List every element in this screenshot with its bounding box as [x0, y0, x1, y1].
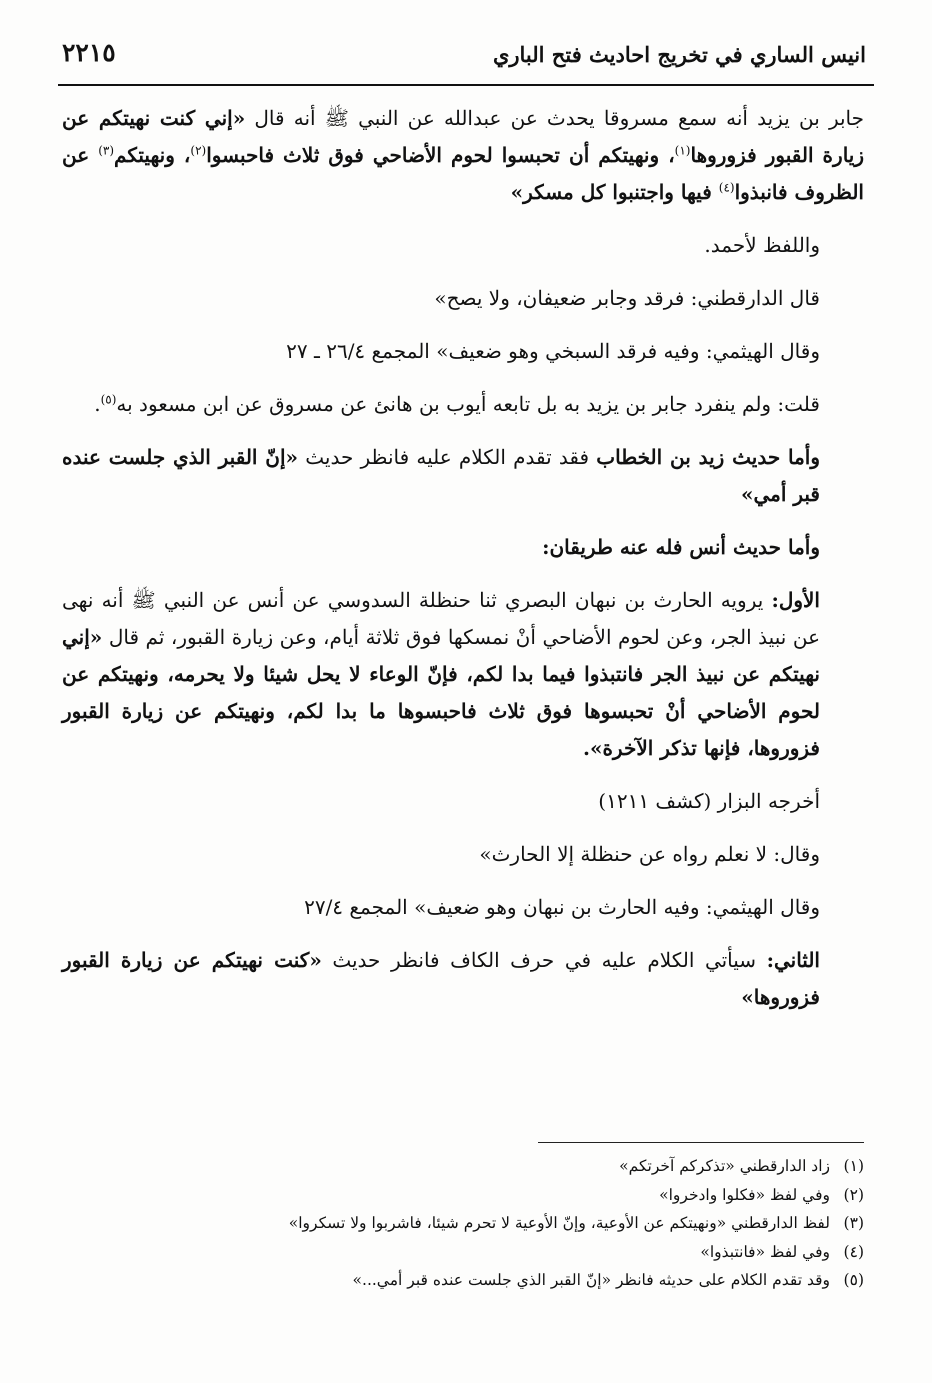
footnote-text: وفي لفظ «فكلوا وادخروا» — [659, 1185, 830, 1204]
paragraph-2: واللفظ لأحمد. — [704, 233, 820, 257]
footnote-number: (٤) — [843, 1242, 864, 1261]
text-run: جابر بن يزيد أنه سمع مسروقا يحدث عن عبدالله عن النبي ﷺ أنه قال — [245, 106, 864, 130]
hadith-quote: عن الظروف فانبذوا — [62, 143, 864, 204]
footnote-number: (٥) — [843, 1271, 864, 1289]
footnote-ref-2[interactable]: (٢) — [190, 143, 207, 158]
paragraph-8 — [62, 582, 864, 767]
footnote-5 — [62, 1266, 864, 1295]
main-text — [62, 100, 864, 1032]
paragraph-10: وقال: لا نعلم رواه عن حنظلة إلا الحارث» — [479, 842, 820, 866]
header-rule — [58, 84, 874, 86]
text-run: فقد تقدم الكلام عليه فانظر حديث — [298, 445, 597, 469]
hadith-quote: ، ونهيتكم — [114, 143, 191, 167]
text-run: قلت: ولم ينفرد جابر بن يزيد به بل تابعه أيوب بن هانئ عن مسروق عن ابن مسعود به — [116, 392, 820, 416]
footnote-4 — [62, 1238, 864, 1267]
paragraph-11: وقال الهيثمي: وفيه الحارث بن نبهان وهو ضعيف» المجمع ٢٧/٤ — [304, 895, 820, 919]
hadith-quote: فيها واجتنبوا كل مسكر» — [510, 180, 719, 204]
footnote-text: وقد تقدم الكلام على حديثه فانظر «إنّ القبر الذي جلست عنده قبر أمي...» — [352, 1271, 830, 1289]
footnote-separator — [538, 1142, 864, 1143]
footnote-ref-3[interactable]: (٣) — [98, 143, 115, 158]
text-run: . — [94, 392, 101, 416]
section-heading: وأما حديث زيد بن الخطاب — [596, 445, 821, 469]
footnote-text: زاد الدارقطني «تذكركم آخرتكم» — [619, 1157, 830, 1175]
footnote-text: وفي لفظ «فانتبذوا» — [700, 1242, 830, 1261]
running-header — [58, 28, 874, 86]
footnote-number: (١) — [843, 1157, 864, 1175]
page-number: ٢٢١٥ — [62, 38, 116, 67]
footnote-3 — [62, 1209, 864, 1238]
text-run: يرويه الحارث بن نبهان البصري ثنا حنظلة السدوسي عن أنس عن النبي ﷺ أنه نهى عن نبيذ الجر، وعن لحوم الأضاحي أنْ نمسكها فوق ثلاثة أيام، وعن زيارة القبور، ثم قال — [62, 588, 820, 649]
footnote-ref-4[interactable]: (٤) — [718, 180, 735, 195]
footnote-1 — [62, 1152, 864, 1181]
paragraph-6 — [62, 439, 864, 513]
footnote-2 — [62, 1181, 864, 1210]
hadith-quote: «إني كنت نهيتكم عن زيارة القبور فزوروها — [62, 106, 865, 167]
hadith-quote: «إني نهيتكم عن نبيذ الجر فانتبذوا فيما بدا لكم، فإنّ الوعاء لا يحل شيئا ولا يحرمه، ونهيتكم عن لحوم الأضاحي أنْ تحبسوها فوق ثلاث فاحبسوها ما بدا لكم، ونهيتكم عن زيارة القبور فزوروها، فإنها تذكر الآخرة». — [62, 625, 820, 760]
footnote-number: (٢) — [843, 1185, 864, 1204]
paragraph-4: وقال الهيثمي: وفيه فرقد السبخي وهو ضعيف» المجمع ٢٦/٤ ـ ٢٧ — [286, 339, 820, 363]
paragraph-12 — [62, 942, 864, 1016]
book-title: انيس الساري في تخريج احاديث فتح الباري — [492, 42, 866, 67]
paragraph-7: وأما حديث أنس فله عنه طريقان: — [542, 535, 820, 559]
footnote-text: لفظ الدارقطني «ونهيتكم عن الأوعية، وإنّ الأوعية لا تحرم شيئا، فاشربوا ولا تسكروا» — [288, 1214, 830, 1232]
paragraph-1 — [62, 100, 864, 211]
path-label: الثاني: — [766, 948, 820, 972]
hadith-quote: «كنت نهيتكم عن زيارة القبور فزوروها» — [62, 948, 820, 1009]
footnote-ref-5[interactable]: (٥) — [100, 392, 117, 407]
hadith-quote: «إنّ القبر الذي جلست عنده قبر أمي» — [62, 445, 820, 506]
paragraph-3: قال الدارقطني: فرقد وجابر ضعيفان، ولا يصح» — [434, 286, 820, 310]
footnote-ref-1[interactable]: (١) — [674, 143, 691, 158]
footnote-number: (٣) — [843, 1214, 864, 1232]
text-run: سيأتي الكلام عليه في حرف الكاف فانظر حديث — [321, 948, 767, 972]
paragraph-5 — [62, 386, 864, 423]
hadith-quote: ، ونهيتكم أن تحبسوا لحوم الأضاحي فوق ثلاث فاحبسوا — [206, 143, 675, 167]
footnotes — [62, 1152, 864, 1295]
path-label: الأول: — [771, 588, 820, 612]
paragraph-9: أخرجه البزار (كشف ١٢١١) — [598, 789, 820, 813]
